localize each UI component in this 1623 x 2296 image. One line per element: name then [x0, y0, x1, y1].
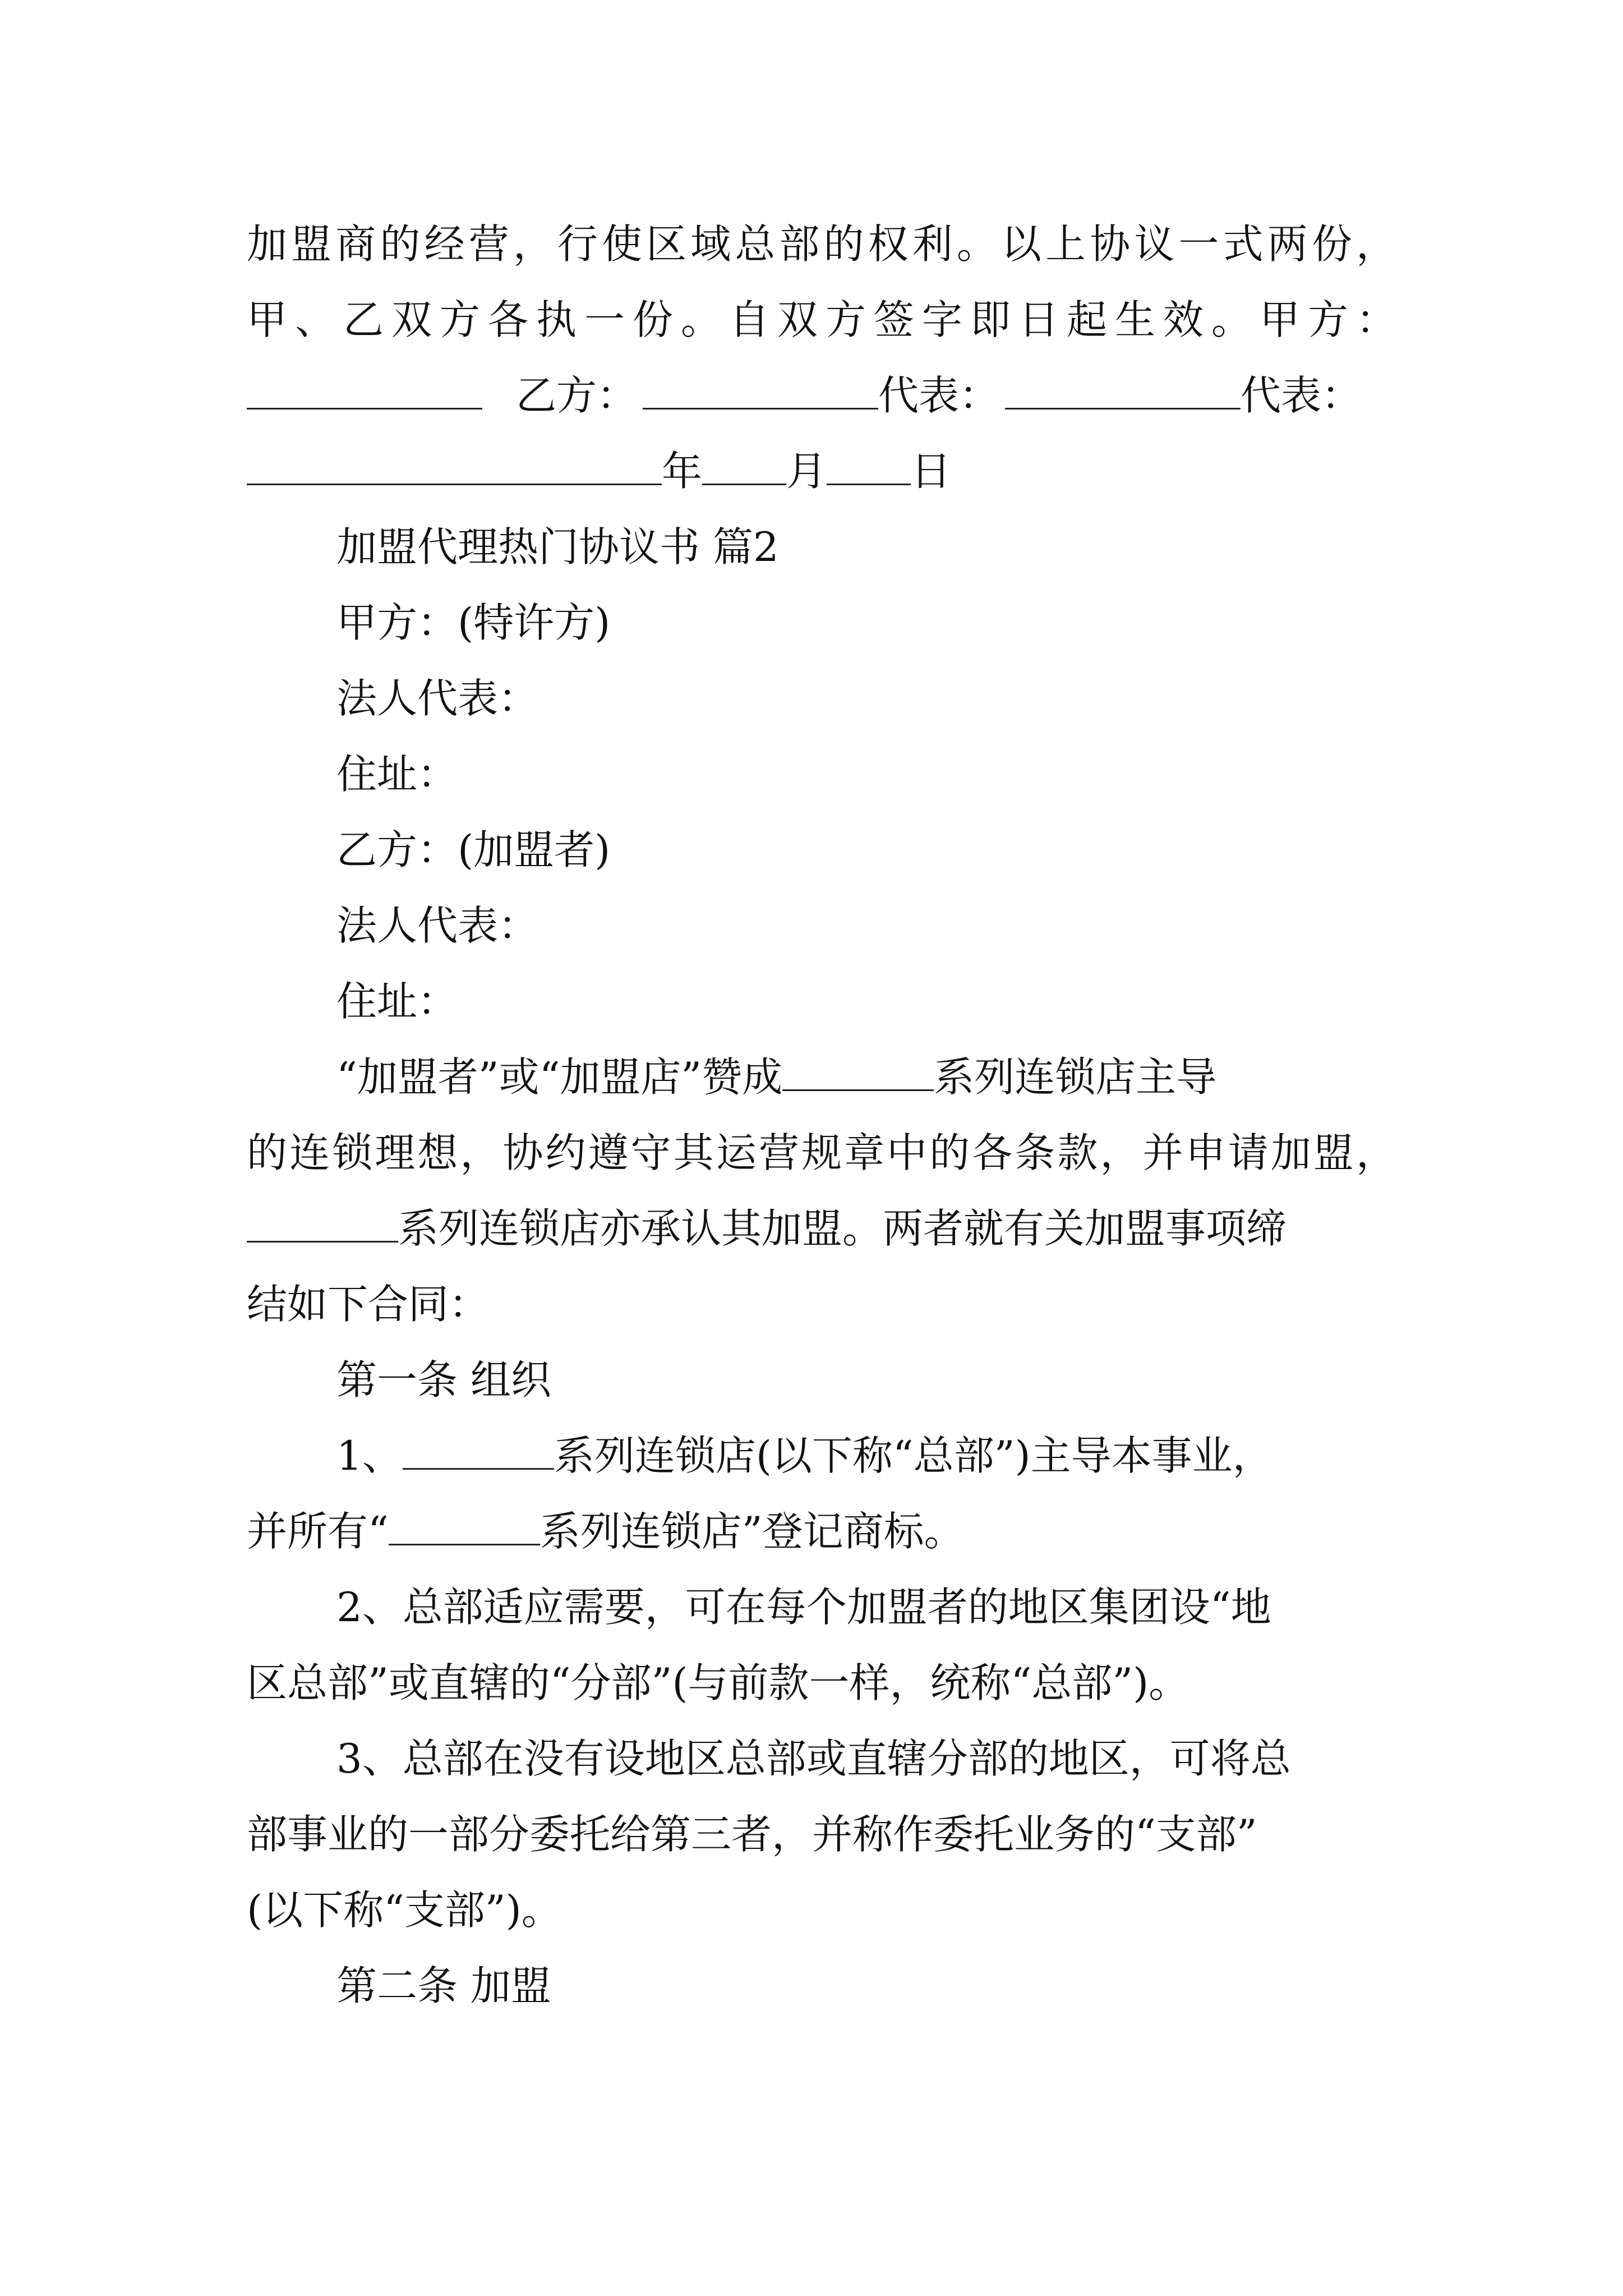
- date-line: [247, 443, 951, 499]
- party-b-representative: 法人代表：: [336, 902, 539, 949]
- party-a-address: 住址：: [336, 751, 458, 798]
- clause-line: [247, 1503, 965, 1559]
- signature-line: [247, 367, 1362, 424]
- section-heading: 加盟代理热门协议书 篇2: [336, 523, 779, 570]
- signature-blank: [247, 369, 482, 409]
- clause-text: 系列连锁店”登记商标。: [540, 1508, 965, 1555]
- signature-blank: [643, 369, 878, 409]
- clause-line: 部事业的一部分委托给第三者，并称作委托业务的“支部”: [247, 1811, 1257, 1858]
- clause-text: 1、: [336, 1432, 403, 1479]
- day-label: 日: [911, 448, 952, 495]
- clause-line: 2、总部适应需要，可在每个加盟者的地区集团设“地: [336, 1584, 1271, 1631]
- month-blank: [702, 444, 786, 485]
- signature-blank: [247, 444, 662, 485]
- article-title: 第一条 组织: [336, 1356, 551, 1404]
- clause-line: 3、总部在没有设地区总部或直辖分部的地区，可将总: [336, 1735, 1291, 1782]
- brand-blank: [782, 1050, 934, 1091]
- party-b-label: 乙方：: [516, 372, 638, 419]
- party-a-representative: 法人代表：: [336, 675, 539, 722]
- clause-text: 系列连锁店(以下称“总部”)主导本事业，: [554, 1432, 1273, 1479]
- year-label: 年: [662, 448, 703, 495]
- signature-blank: [1005, 369, 1241, 409]
- clause-line: (以下称“支部”)。: [247, 1887, 562, 1934]
- party-a-line: 甲方：(特许方): [336, 599, 611, 646]
- intro-line: [336, 1049, 1216, 1105]
- intro-line: [247, 1200, 1287, 1257]
- intro-text: 系列连锁店主导: [934, 1053, 1217, 1101]
- brand-blank: [389, 1504, 540, 1545]
- clause-line: 区总部”或直辖的“分部”(与前款一样，统称“总部”)。: [247, 1659, 1189, 1706]
- party-b-line: 乙方：(加盟者): [336, 826, 611, 873]
- intro-line: 结如下合同：: [247, 1281, 490, 1328]
- month-label: 月: [786, 448, 827, 495]
- day-blank: [827, 444, 911, 485]
- intro-text: “加盟者”或“加盟店”赞成: [336, 1053, 783, 1101]
- intro-text: 系列连锁店亦承认其加盟。两者就有关加盟事项缔: [398, 1205, 1287, 1252]
- representative-label: 代表：: [878, 372, 1000, 419]
- representative-label: 代表：: [1241, 372, 1362, 419]
- party-b-address: 住址：: [336, 978, 458, 1025]
- brand-blank: [247, 1202, 398, 1243]
- paragraph-line: 甲、乙双方各执一份。自双方签字即日起生效。甲方：: [247, 296, 1396, 343]
- article-title: 第二条 加盟: [336, 1962, 551, 2009]
- clause-text: 并所有“: [247, 1508, 389, 1555]
- paragraph-line: 加盟商的经营，行使区域总部的权利。以上协议一式两份，: [247, 220, 1396, 268]
- clause-line: [336, 1428, 1273, 1484]
- intro-line: 的连锁理想，协约遵守其运营规章中的各条款，并申请加盟，: [247, 1129, 1396, 1176]
- brand-blank: [403, 1429, 554, 1470]
